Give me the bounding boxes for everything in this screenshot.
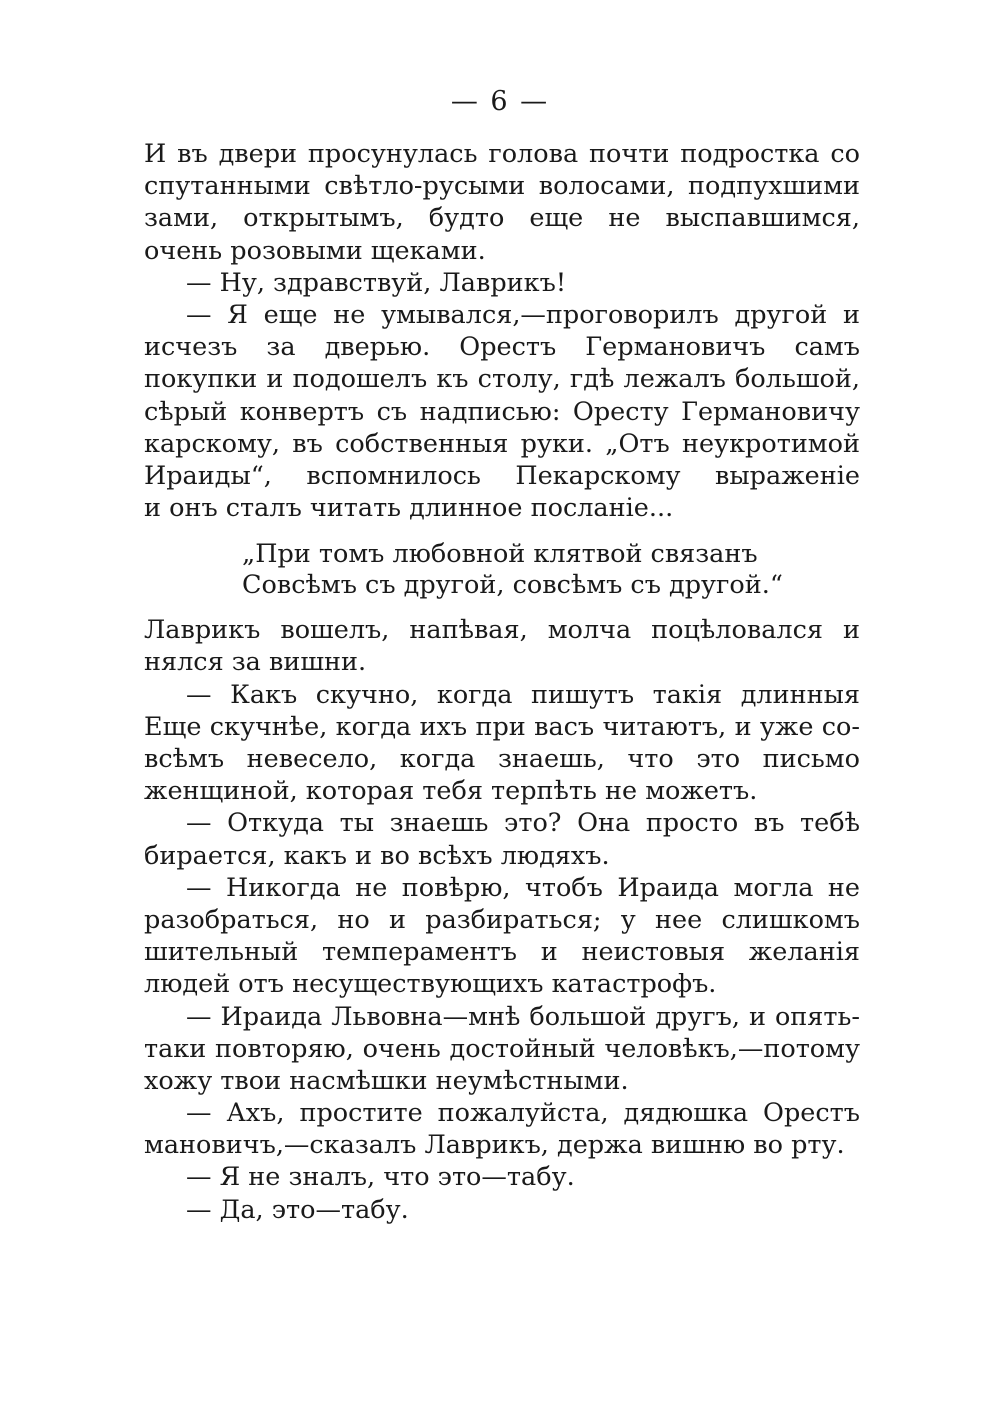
text-line: таки повторяю, очень достойный человѣкъ,—потому: [144, 1033, 860, 1064]
text-line: мановичъ,—сказалъ Лаврикъ, держа вишню во рту.: [144, 1130, 845, 1161]
text-line: — Никогда не повѣрю, чтобъ Ираида могла не: [186, 872, 860, 903]
text-line: нялся за вишни.: [144, 647, 367, 678]
verse-line: Совсѣмъ съ другой, совсѣмъ съ другой.“: [242, 570, 783, 601]
paragraphs-before-verse: [144, 138, 860, 524]
text-line: И въ двери просунулась голова почти подростка со: [144, 139, 860, 169]
text-line: — Да, это—табу.: [186, 1194, 409, 1225]
text-line: сѣрый конвертъ съ надписью: Оресту Германовичу: [144, 396, 860, 427]
paragraph: [144, 1001, 860, 1098]
verse-line: „При томъ любовной клятвой связанъ: [242, 539, 758, 570]
paragraph: [144, 1161, 860, 1193]
text-line: людей отъ несуществующихъ катастрофъ.: [144, 969, 717, 1000]
paragraph: [144, 1194, 860, 1226]
text-line: спутанными свѣтло-русыми волосами, подпухшими: [144, 171, 860, 202]
paragraph: [144, 267, 860, 299]
text-line: — Ну, здравствуй, Лаврикъ!: [186, 267, 567, 298]
text-line: зами, открытымъ, будто еще не выспавшимся,: [144, 203, 860, 234]
text-line: — Ираида Львовна—мнѣ большой другъ, и опять-: [186, 1001, 860, 1032]
text-line: Лаврикъ вошелъ, напѣвая, молча поцѣловался и: [144, 615, 860, 646]
text-line: бирается, какъ и во всѣхъ людяхъ.: [144, 840, 610, 871]
paragraph: [144, 679, 860, 808]
verse-quote: [242, 538, 860, 600]
paragraph: [144, 138, 860, 267]
text-line: очень розовыми щеками.: [144, 235, 486, 266]
text-line: — Откуда ты знаешь это? Она просто въ тебѣ: [186, 808, 860, 839]
text-line: — Я не зналъ, что это—табу.: [186, 1162, 575, 1193]
paragraphs-after-verse: [144, 614, 860, 1226]
text-line: покупки и подошелъ къ столу, гдѣ лежалъ большой,: [144, 364, 860, 395]
text-line: Ираиды“, вспомнилось Пекарскому выраженіе: [144, 460, 860, 491]
text-line: — Я еще не умывался,—проговорилъ другой и: [186, 299, 860, 330]
paragraph: [144, 299, 860, 524]
paragraph: [144, 872, 860, 1001]
text-line: — Какъ скучно, когда пишутъ такія длинныя: [186, 679, 860, 710]
text-line: карскому, въ собственныя руки. „Отъ неукротимой: [144, 428, 860, 459]
text-line: Еще скучнѣе, когда ихъ при васъ читаютъ, и уже со-: [144, 711, 860, 742]
text-line: всѣмъ невесело, когда знаешь, что это письмо: [144, 744, 860, 774]
text-line: — Ахъ, простите пожалуйста, дядюшка Орестъ: [186, 1098, 860, 1129]
text-line: и онъ сталъ читать длинное посланіе...: [144, 493, 674, 524]
paragraph: [144, 1097, 860, 1161]
text-line: разобраться, но и разбираться; у нее слишкомъ: [144, 904, 860, 935]
page-number: — 6 —: [450, 86, 550, 117]
text-line: женщиной, которая тебя терпѣть не можетъ.: [144, 776, 758, 807]
text-line: исчезъ за дверью. Орестъ Германовичъ самъ: [144, 332, 860, 363]
paragraph: [144, 807, 860, 871]
text-line: хожу твои насмѣшки неумѣстными.: [144, 1065, 629, 1096]
text-line: шительный темпераментъ и неистовыя желанія: [144, 937, 860, 968]
page-text: [144, 138, 860, 1226]
paragraph: [144, 614, 860, 678]
